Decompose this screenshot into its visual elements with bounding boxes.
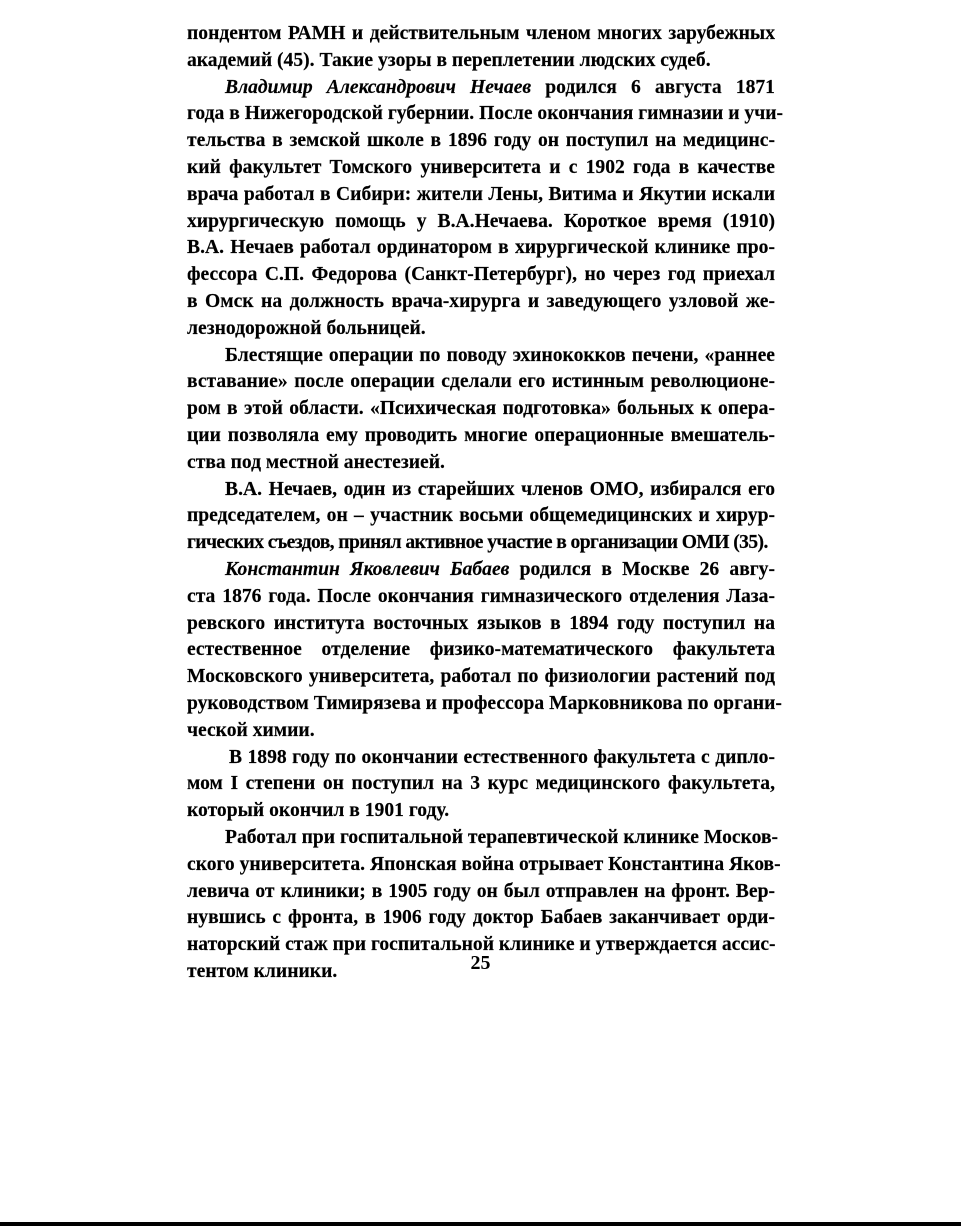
page-number: 25	[470, 952, 491, 974]
paragraph-omo	[187, 477, 775, 557]
text-line: ского университета. Японская война отрывает Константина Яков-	[187, 853, 781, 875]
text-line: В 1898 году по окончании естественного факультета с дипло-	[229, 746, 775, 768]
text-line: ческой химии.	[187, 719, 315, 741]
text-line: В.А. Нечаев, один из старейших членов ОМО, избирался его	[225, 478, 775, 500]
paragraph-babaev-bio	[187, 557, 782, 745]
text-line: который окончил в 1901 году.	[187, 800, 450, 822]
text-line: мом I степени он поступил на 3 курс медицинского факультета,	[187, 773, 775, 795]
text-line	[187, 75, 775, 102]
text-line	[187, 557, 775, 584]
text-line: академий (45). Такие узоры в переплетении людских судеб.	[187, 49, 711, 71]
text-line: Блестящие операции по поводу эхинококков печени, «раннее	[225, 344, 775, 366]
person-name-nechaev: Владимир Александрович Нечаев	[225, 76, 532, 98]
text-line: тельства в земской школе в 1896 году он поступил на медицинс-	[187, 130, 775, 152]
text-line: естественное отделение физико-математического факультета	[187, 639, 775, 661]
paragraph-continuation	[187, 21, 775, 75]
text-line: Работал при госпитальной терапевтической клинике Москов-	[225, 826, 779, 848]
paragraph-diploma	[187, 745, 775, 825]
text-line: кий факультет Томского университета и с 1902 года в качестве	[187, 156, 775, 178]
text-line: ревского института восточных языков в 1894 году поступил на	[187, 612, 775, 634]
text-line: в Омск на должность врача-хирурга и заведующего узловой же-	[187, 290, 775, 312]
text-fragment: родился 6 августа 1871	[545, 76, 775, 98]
text-line: ства под местной анестезией.	[187, 451, 445, 473]
text-line: года в Нижегородской губернии. После окончания гимназии и учи-	[187, 103, 784, 125]
text-line: ром в этой области. «Психическая подготовка» больных к опера-	[187, 398, 775, 420]
text-line: председателем, он – участник восьми общемедицинских и хирур-	[187, 505, 775, 527]
person-name-babaev: Константин Яковлевич Бабаев	[225, 558, 510, 580]
text-line: гических съездов, принял активное участие в организации ОМИ (35).	[187, 532, 768, 554]
text-line: пондентом РАМН и действительным членом многих зарубежных	[187, 23, 775, 44]
text-line: тентом клиники.	[187, 960, 338, 982]
text-line: В.А. Нечаев работал ординатором в хирургической клинике про-	[187, 237, 775, 259]
text-line: руководством Тимирязева и профессора Марковникова по органи-	[187, 692, 782, 714]
text-line: хирургическую помощь у В.А.Нечаева. Короткое время (1910)	[187, 210, 775, 232]
text-fragment: родился в Москве 26 авгу-	[519, 558, 775, 580]
paragraph-operations	[187, 343, 775, 477]
paragraph-nechaev-bio	[187, 75, 784, 343]
text-line: врача работал в Сибири: жители Лены, Витима и Якутии искали	[187, 183, 775, 205]
text-line: левича от клиники; в 1905 году он был отправлен на фронт. Вер-	[187, 880, 775, 902]
text-line: ста 1876 года. После окончания гимназического отделения Лаза-	[187, 585, 775, 607]
text-line: ции позволяла ему проводить многие операционные вмешатель-	[187, 424, 775, 446]
body-text	[187, 21, 784, 986]
text-line: фессора С.П. Федорова (Санкт-Петербург), но через год приехал	[187, 264, 775, 286]
text-line: Московского университета, работал по физиологии растений под	[187, 666, 775, 688]
scan-bottom-edge	[0, 1222, 961, 1226]
text-line: нувшись с фронта, в 1906 году доктор Бабаев заканчивает орди-	[187, 907, 775, 929]
text-line: вставание» после операции сделали его истинным революционе-	[187, 371, 775, 393]
text-line: наторский стаж при госпитальной клинике и утверждается ассис-	[187, 934, 776, 956]
text-line: лезнодорожной больницей.	[187, 317, 426, 339]
